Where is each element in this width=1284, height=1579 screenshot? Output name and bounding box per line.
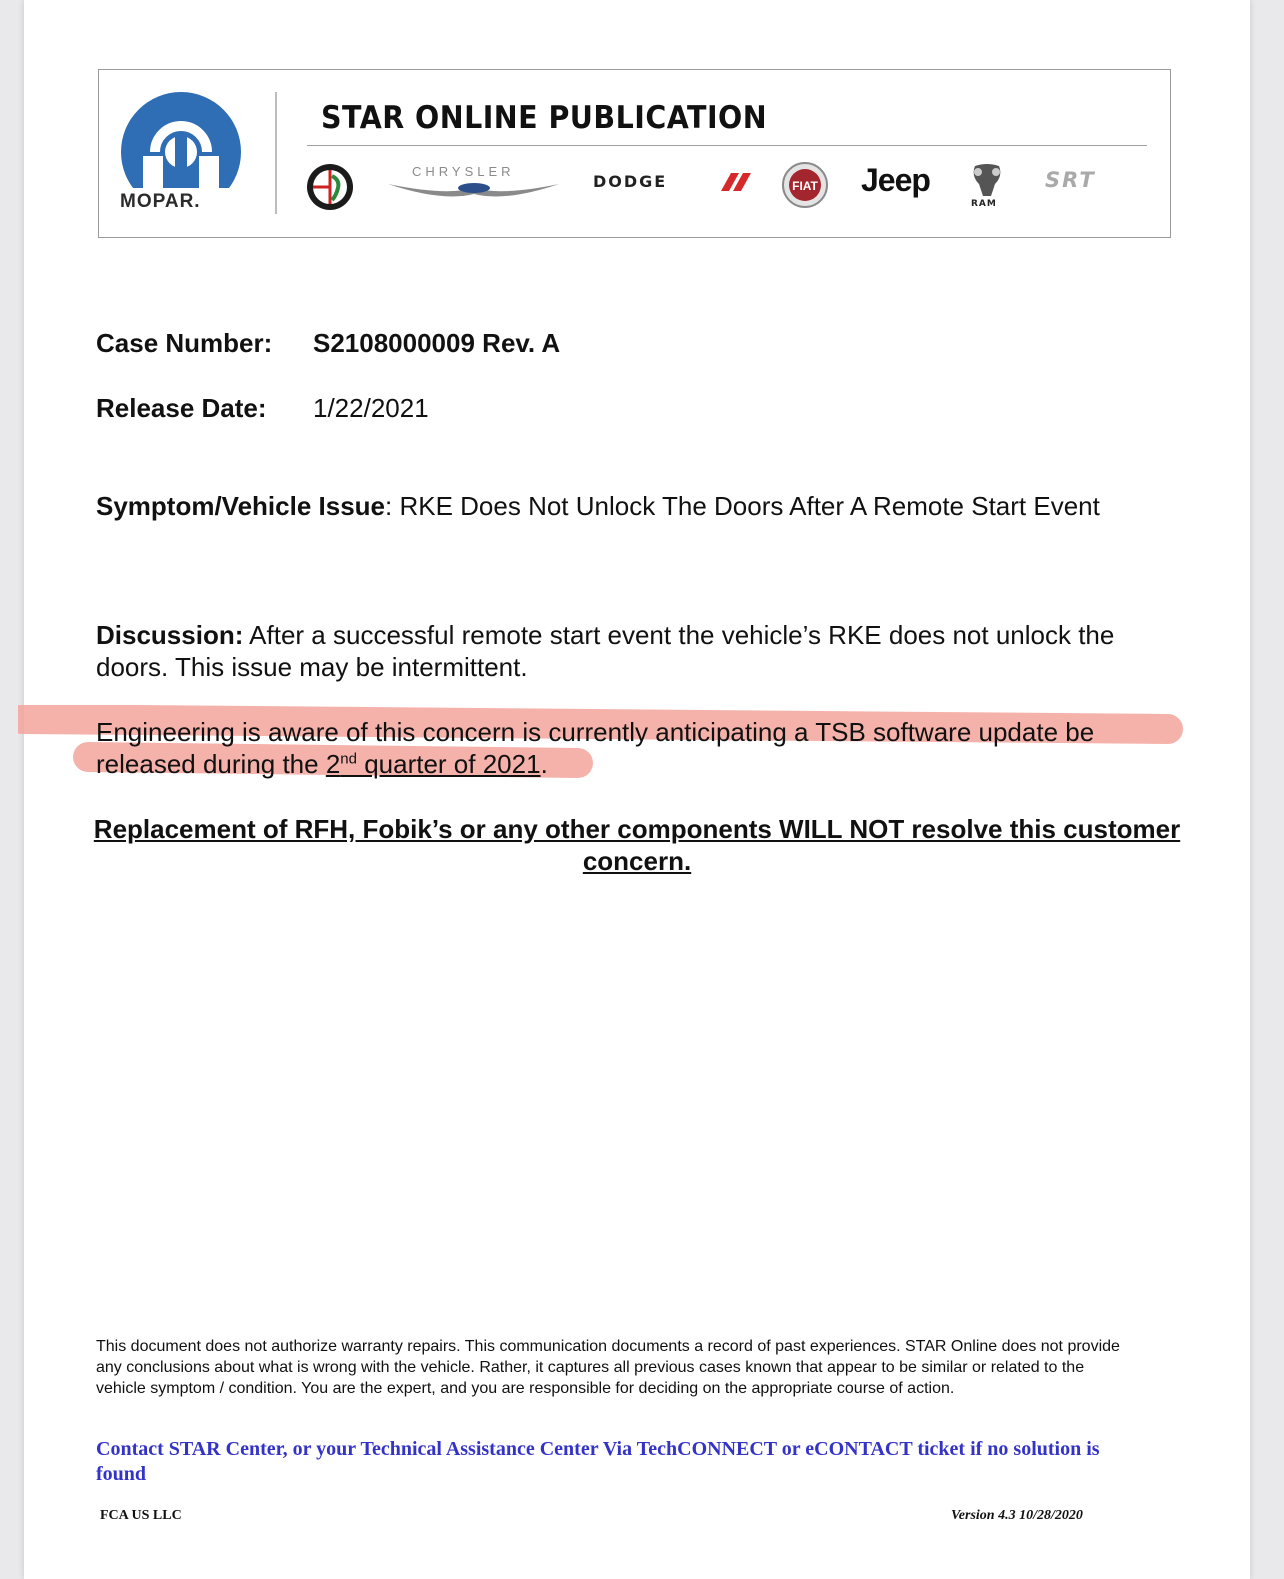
alfa-romeo-logo-icon	[305, 162, 355, 212]
symptom-text: : RKE Does Not Unlock The Doors After A Remote Start Event	[385, 491, 1100, 521]
quarter-ordinal: nd	[340, 750, 357, 768]
svg-text:FIAT: FIAT	[792, 179, 818, 193]
title-rule	[307, 145, 1147, 146]
chrysler-logo-text: CHRYSLER	[412, 164, 515, 179]
discussion-text: After a successful remote start event the vehicle’s RKE does not unlock the doors. This issue may be intermittent.	[96, 620, 1115, 682]
srt-logo-text: SRT	[1045, 168, 1096, 192]
engineering-paragraph	[96, 716, 1186, 780]
discussion-label: Discussion:	[96, 620, 244, 650]
jeep-logo-text: Jeep	[861, 162, 930, 198]
ram-logo-text: RAM	[971, 199, 997, 209]
footer-company: FCA US LLC	[100, 1508, 182, 1523]
engineering-period: .	[540, 749, 548, 779]
mopar-wordmark: MOPAR.	[120, 191, 201, 212]
symptom-label: Symptom/Vehicle Issue	[96, 491, 386, 521]
release-date-label: Release Date:	[96, 393, 267, 423]
discussion-paragraph	[96, 619, 1186, 683]
case-number-row	[96, 328, 561, 359]
quarter-number: 2	[325, 749, 341, 779]
release-date-value: 1/22/2021	[313, 393, 429, 423]
fiat-logo-icon	[781, 161, 829, 209]
quarter-underlined	[326, 749, 541, 779]
replacement-warning: Replacement of RFH, Fobik’s or any other components WILL NOT resolve this customer concern.	[93, 814, 1181, 876]
ram-head-icon	[969, 162, 1005, 202]
dodge-logo-text: DODGE	[593, 172, 668, 191]
symptom-paragraph	[96, 490, 1186, 522]
engineering-text: Engineering is aware of this concern is currently anticipating a TSB software update be released during the	[96, 717, 1095, 779]
header-divider	[275, 92, 277, 214]
quarter-rest: quarter of 2021	[356, 749, 541, 779]
case-number-value: S2108000009 Rev. A	[313, 328, 561, 358]
chrysler-wings-icon	[386, 166, 561, 202]
footer-version: Version 4.3 10/28/2020	[951, 1508, 1083, 1523]
publication-header	[98, 69, 1171, 238]
case-number-label: Case Number:	[96, 328, 273, 358]
document-page	[24, 0, 1250, 1579]
contact-note: Contact STAR Center, or your Technical Assistance Center Via TechCONNECT or eCONTACT ticket if no solution is found	[96, 1438, 1100, 1485]
publication-title: STAR ONLINE PUBLICATION	[321, 100, 768, 136]
disclaimer-text: This document does not authorize warranty repairs. This communication documents a record of past experiences. STAR Online does not provide any conclusions about what is wrong with the vehicle. Rather, it captures all previous cases known that appear to be similar or related to the vehicle symptom / condition. You are the expert, and you are responsible for deciding on the appropriate course of action.	[96, 1338, 1120, 1397]
release-date-row	[96, 393, 429, 424]
dodge-stripes-icon	[721, 171, 751, 193]
